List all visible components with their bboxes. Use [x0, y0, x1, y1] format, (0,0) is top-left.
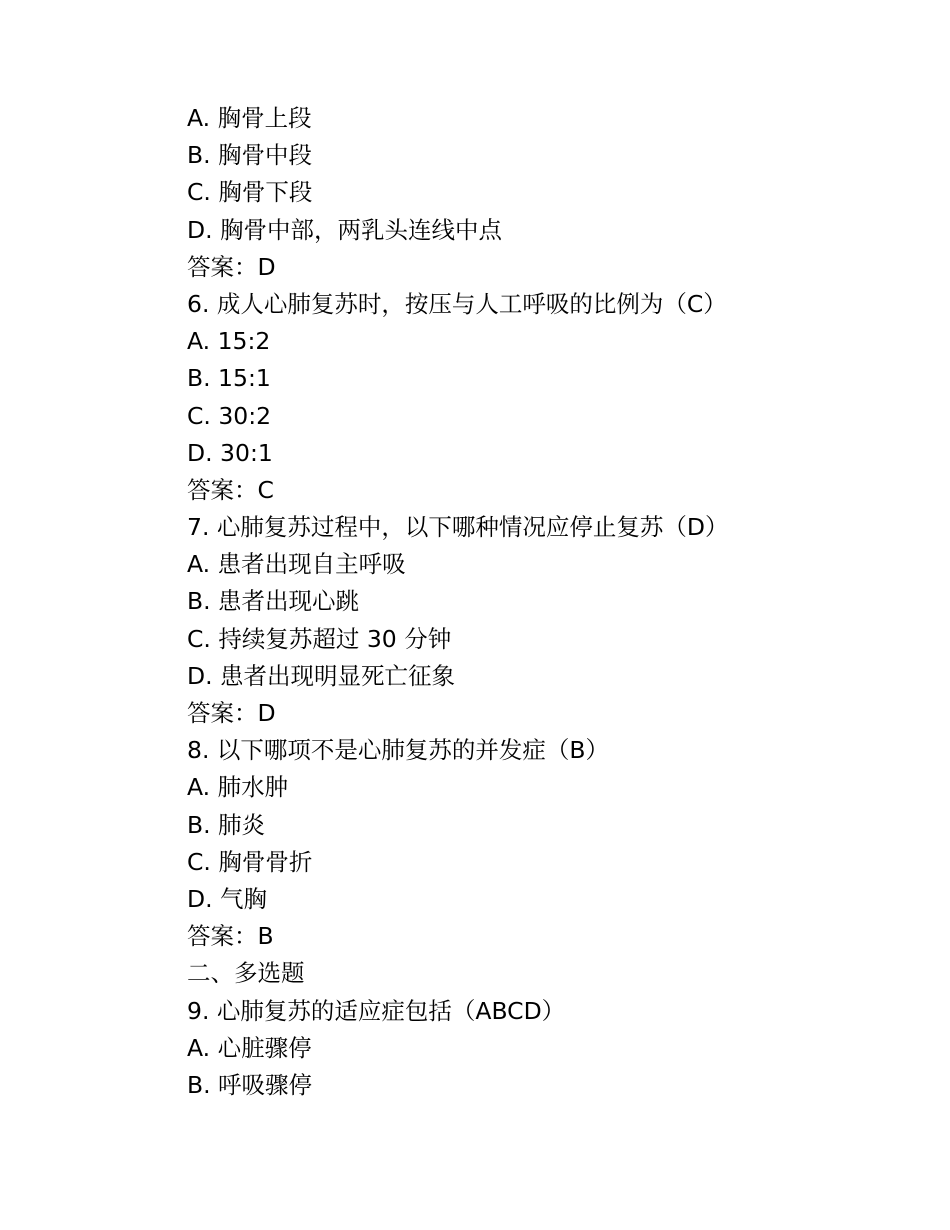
document-body [187, 100, 887, 1104]
section-heading: 二、多选题 [187, 959, 305, 988]
question-7: 7. 心肺复苏过程中，以下哪种情况应停止复苏（D） [187, 513, 729, 542]
question-8: 8. 以下哪项不是心肺复苏的并发症（B） [187, 736, 610, 765]
option-c: C. 胸骨下段 [187, 178, 313, 207]
option-c: C. 胸骨骨折 [187, 847, 313, 876]
answer-line: 答案：B [187, 922, 274, 951]
option-c: C. 持续复苏超过 30 分钟 [187, 624, 452, 653]
option-a: A. 15:2 [187, 327, 271, 356]
option-d: D. 胸骨中部，两乳头连线中点 [187, 215, 503, 244]
answer-line: 答案：D [187, 252, 276, 281]
question-9: 9. 心肺复苏的适应症包括（ABCD） [187, 996, 566, 1025]
option-b: B. 呼吸骤停 [187, 1070, 313, 1099]
question-6: 6. 成人心肺复苏时，按压与人工呼吸的比例为（C） [187, 289, 727, 318]
option-a: A. 心脏骤停 [187, 1033, 312, 1062]
option-a: A. 患者出现自主呼吸 [187, 550, 406, 579]
option-d: D. 气胸 [187, 884, 268, 913]
option-b: B. 患者出现心跳 [187, 587, 360, 616]
answer-line: 答案：D [187, 699, 276, 727]
option-d: D. 患者出现明显死亡征象 [187, 661, 456, 690]
option-b: B. 胸骨中段 [187, 141, 313, 170]
option-a: A. 胸骨上段 [187, 104, 312, 132]
option-c: C. 30:2 [187, 401, 272, 430]
option-a: A. 肺水肿 [187, 773, 289, 802]
option-b: B. 肺炎 [187, 810, 266, 839]
answer-line: 答案：C [187, 475, 274, 504]
option-b: B. 15:1 [187, 364, 271, 393]
option-d: D. 30:1 [187, 438, 273, 467]
